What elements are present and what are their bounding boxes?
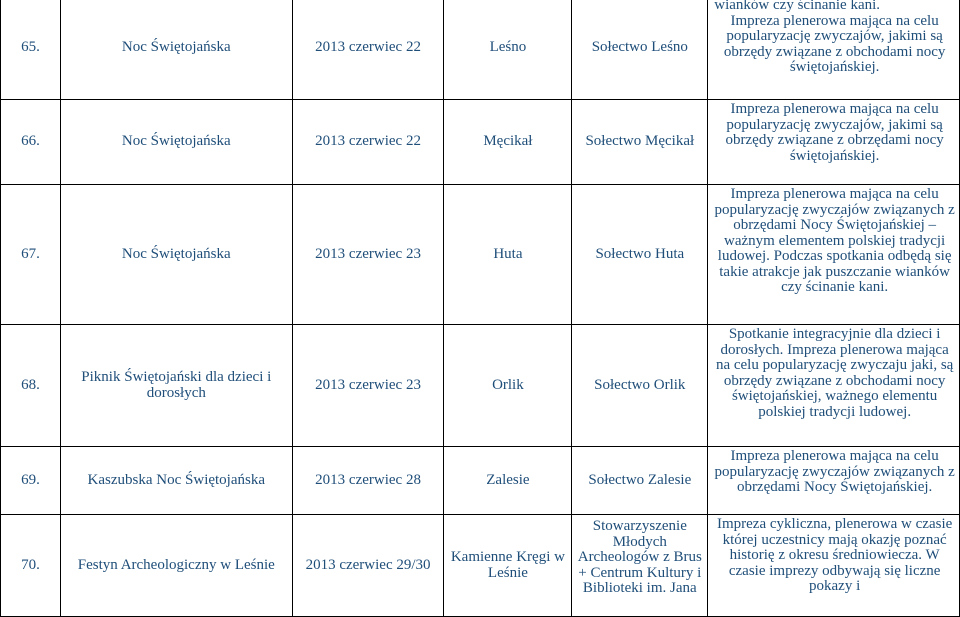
event-date: 2013 czerwiec 22 (292, 0, 444, 100)
event-name: Noc Świętojańska (60, 185, 292, 325)
event-date: 2013 czerwiec 23 (292, 325, 444, 447)
table-row (1, 447, 960, 515)
row-number: 65. (1, 0, 61, 100)
table-row (1, 0, 960, 100)
event-organizer: Sołectwo Huta (572, 185, 708, 325)
event-place: Leśno (444, 0, 572, 100)
event-description (708, 447, 960, 515)
event-place: Zalesie (444, 447, 572, 515)
event-description (708, 0, 960, 100)
description-paragraph: Impreza cykliczna, plenerowa w czasie której uczestnicy mają okazję poznać historię z okresu średniowiecza. W czasie imprezy odbywają się liczne pokazy i (716, 516, 953, 594)
description-paragraph: Impreza plenerowa mająca na celu popularyzację zwyczajów, jakimi są obrzędy związane z obrzędami nocy świętojańskiej. (725, 101, 944, 164)
event-description (708, 185, 960, 325)
description-paragraph: Impreza plenerowa mająca na celu popularyzację zwyczajów związanych z obrzędami Nocy Świętojańskiej – ważnym elementem polskiej tradycji ludowej. Podczas spotkania odbędą się takie atrakcje jak puszczanie wianków czy ścinanie kani. (714, 186, 955, 295)
row-number: 69. (1, 447, 61, 515)
event-organizer: Sołectwo Orlik (572, 325, 708, 447)
table-row (1, 515, 960, 617)
event-place: Orlik (444, 325, 572, 447)
description-paragraph: wianków czy ścinanie kani. (714, 0, 881, 13)
event-name: Piknik Świętojański dla dzieci i dorosłych (60, 325, 292, 447)
description-paragraph: Impreza plenerowa mająca na celu popularyzację zwyczajów, jakimi są obrzędy związane z obchodami nocy świętojańskiej. (723, 12, 946, 75)
event-description (708, 100, 960, 185)
row-number: 67. (1, 185, 61, 325)
event-organizer: Sołectwo Leśno (572, 0, 708, 100)
event-organizer: Sołectwo Zalesie (572, 447, 708, 515)
event-organizer: Stowarzyszenie Młodych Archeologów z Brus + Centrum Kultury i Biblioteki im. Jana (572, 515, 708, 617)
event-date: 2013 czerwiec 28 (292, 447, 444, 515)
description-paragraph: Spotkanie integracyjnie dla dzieci i dorosłych. Impreza plenerowa mająca na celu popularyzację zwyczaju jaki, są obrzędy związane z obchodami nocy świętojańskiej, ważnego elementu polskiej tradycji ludowej. (715, 326, 954, 420)
table-row (1, 100, 960, 185)
event-name: Noc Świętojańska (60, 0, 292, 100)
table-row (1, 325, 960, 447)
event-place: Huta (444, 185, 572, 325)
event-description (708, 515, 960, 617)
table-row (1, 185, 960, 325)
event-description (708, 325, 960, 447)
event-place: Kamienne Kręgi w Leśnie (444, 515, 572, 617)
row-number: 66. (1, 100, 61, 185)
event-name: Kaszubska Noc Świętojańska (60, 447, 292, 515)
event-date: 2013 czerwiec 29/30 (292, 515, 444, 617)
event-organizer: Sołectwo Męcikał (572, 100, 708, 185)
event-place: Męcikał (444, 100, 572, 185)
event-date: 2013 czerwiec 22 (292, 100, 444, 185)
row-number: 70. (1, 515, 61, 617)
description-paragraph: Impreza plenerowa mająca na celu popularyzację zwyczajów związanych z obrzędami Nocy Świętojańskiej. (714, 448, 955, 495)
row-number: 68. (1, 325, 61, 447)
event-name: Noc Świętojańska (60, 100, 292, 185)
event-name: Festyn Archeologiczny w Leśnie (60, 515, 292, 617)
event-date: 2013 czerwiec 23 (292, 185, 444, 325)
